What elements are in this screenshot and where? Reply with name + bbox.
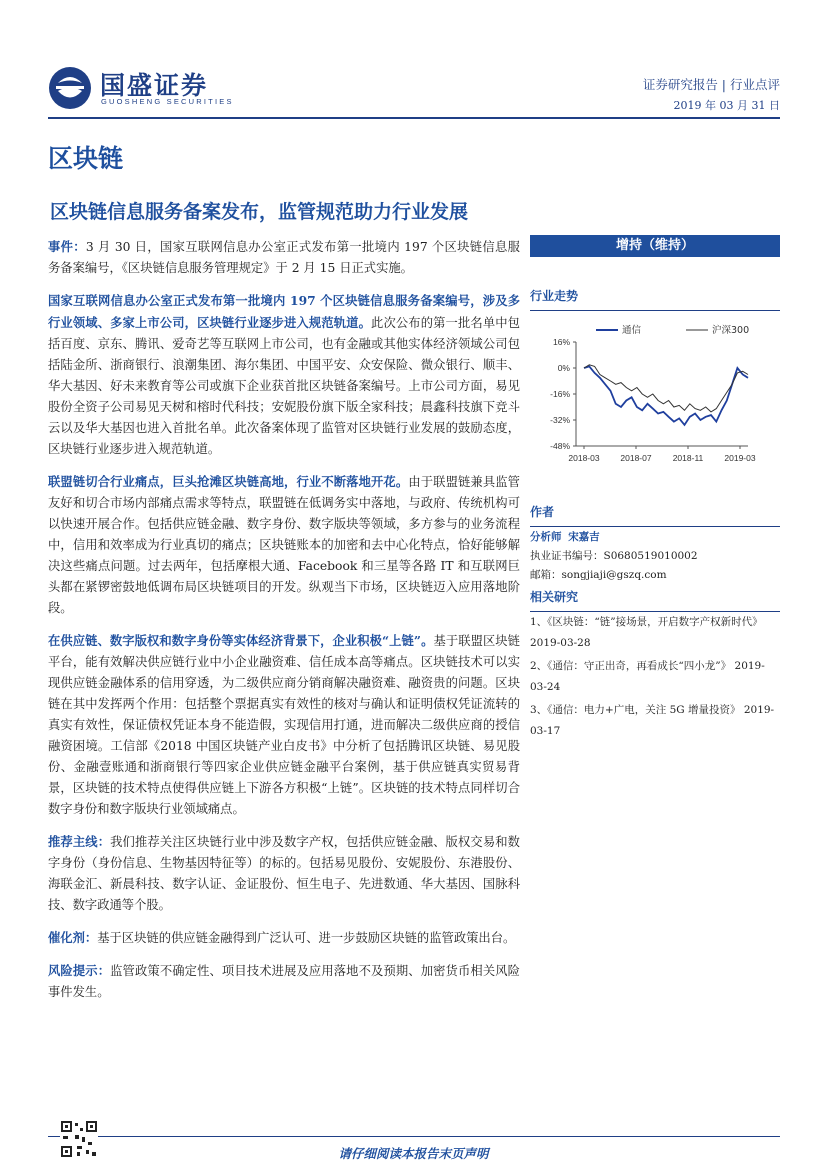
header-divider: [48, 117, 780, 119]
author-block: [530, 528, 780, 585]
related-item[interactable]: [530, 656, 780, 698]
para-keyword: 事件：: [48, 239, 86, 254]
guosheng-logo-icon: [48, 66, 92, 110]
paragraph-recommendation: [48, 831, 520, 916]
y-tick-label: -48%: [550, 441, 570, 451]
para-keyword: 在供应链、数字版权和数字身份等实体经济背景下，企业积极“上链”。: [48, 633, 434, 648]
footer-divider: [48, 1136, 780, 1137]
x-tick-label: 2018-11: [672, 453, 704, 463]
paragraph-consortium: [48, 471, 520, 619]
related-item-date: 2019-03-17: [530, 704, 775, 737]
para-text: 基于联盟区块链平台，能有效解决供应链行业中小企业融资难、信任成本高等痛点。区块链技术可以实现供应链金融体系的信用穿透，为二级供应商分销商解决融资难、融资贵的问题。区块链在其中发挥两个作用：包括整个票据真实有效性的核对与确认和证明债权凭证流转的真实有效性，保证债权凭证本身不能造假，实现信用打通，进而解决二级供应商的授信融资困境。工信部《2018 中国区块链产业白皮书》中分析了包括腾讯区块链、易见股份、金融壹账通和浙商银行等四家企业供应链金融平台案例，基于供应链真实贸易背景，区块链的技术特点使得供应链上下游各方积极“上链”。区块链的技术特点同样切合数字身份和数字版块行业领域痛点。: [48, 634, 520, 816]
trend-title: 行业走势: [530, 287, 780, 311]
para-keyword: 推荐主线：: [48, 834, 111, 849]
para-keyword: 催化剂：: [48, 930, 98, 945]
report-date: 2019 年 03 月 31 日: [673, 99, 780, 112]
logo-text: 国盛证券: [100, 71, 209, 100]
related-item-title: 2、《通信：守正出奇，再看成长“四小龙”》: [530, 660, 732, 672]
author-title: 作者: [530, 503, 780, 527]
y-tick-label: 0%: [557, 363, 570, 373]
para-keyword: 联盟链切合行业痛点，巨头抢滩区块链高地，行业不断落地开花。: [48, 474, 409, 489]
related-item-title: 1、《区块链：“链”接场景，开启数字产权新时代》: [530, 616, 763, 628]
main-body: [48, 236, 520, 1014]
sector-title: 区块链: [48, 144, 124, 173]
headline: 区块链信息服务备案发布，监管规范助力行业发展: [50, 201, 469, 223]
paragraph-risk: [48, 960, 520, 1003]
email: 邮箱：songjiaji@gszq.com: [530, 569, 667, 581]
para-keyword: 国家互联网信息办公室正式发布第一批境内 197 个区块链信息服务备案编号，涉及多行业领域、多家上市公司，区块链行业逐步进入规范轨道。: [48, 293, 520, 330]
related-list: [530, 612, 780, 742]
related-item-title: 3、《通信：电力+广电，关注 5G 增量投资》: [530, 704, 741, 716]
x-tick-label: 2018-03: [568, 453, 600, 463]
report-type: 证券研究报告 | 行业点评: [642, 77, 780, 92]
x-tick-label: 2018-07: [620, 453, 652, 463]
y-tick-label: -32%: [550, 415, 570, 425]
legend-label: 通信: [622, 325, 642, 336]
cert-number: 执业证书编号：S0680519010002: [530, 550, 698, 562]
related-title: 相关研究: [530, 588, 780, 612]
rating-badge: 增持（维持）: [530, 235, 780, 257]
para-text: 我们推荐关注区块链行业中涉及数字产权，包括供应链金融、版权交易和数字身份（身份信息、生物基因特征等）的标的。包括易见股份、安妮股份、东港股份、海联金汇、新晨科技、数字认证、金证股份、恒生电子、先进数通、华大基因、国脉科技、数字政通等个股。: [48, 835, 520, 912]
para-text: 基于区块链的供应链金融得到广泛认可、进一步鼓励区块链的监管政策出台。: [97, 931, 516, 945]
analyst-row: [530, 528, 780, 547]
trend-chart: [530, 318, 780, 470]
para-text: 监管政策不确定性、项目技术进展及应用落地不及预期、加密货币相关风险事件发生。: [48, 964, 520, 999]
logo-english: GUOSHENG SECURITIES: [101, 97, 234, 106]
para-text: 3 月 30 日，国家互联网信息办公室正式发布第一批境内 197 个区块链信息服务备案编号，《区块链信息服务管理规定》于 2 月 15 日正式实施。: [48, 240, 520, 275]
para-text: 此次公布的第一批名单中包括百度、京东、腾讯、爱奇艺等互联网上市公司，也有金融或其他实体经济领域公司包括陆金所、浙商银行、浪潮集团、海尔集团、中国平安、众安保险、微众银行、顺丰、华大基因、好未来教育等公司或旗下企业获首批区块链备案编号。上市公司方面，易见股份全资子公司易见天树和榕时代科技；安妮股份旗下版全家科技；晨鑫科技旗下竞斗云以及华大基因也进入首批名单。此次备案体现了监管对区块链行业发展的鼓励态度，区块链行业逐步进入规范轨道。: [48, 316, 520, 456]
y-tick-label: -16%: [550, 389, 570, 399]
para-keyword: 风险提示：: [48, 963, 111, 978]
paragraph-filing: [48, 290, 520, 460]
related-item-date: 2019-03-28: [530, 637, 591, 649]
series-line-telecom: [584, 366, 748, 425]
analyst-label: 分析师: [530, 531, 562, 543]
x-tick-label: 2019-03: [724, 453, 756, 463]
legend-label: 沪深300: [712, 325, 750, 336]
related-item[interactable]: [530, 700, 780, 742]
para-text: 由于联盟链兼具监管友好和切合市场内部痛点需求等特点，联盟链在低调务实中落地，与政府、传统机构可以快速开展合作。包括供应链金融、数字身份、数字版块等领域，多方参与的业务流程中，信用和效率成为行业真切的痛点；区块链账本的加密和去中心化特点，恰好能够解决这些痛点问题。过去两年，包括摩根大通、Facebook 和三星等各路 IT 和互联网巨头都在紧锣密鼓地低调布局区块链项目的开发。纵观当下市场，区块链迈入应用落地阶段。: [48, 475, 520, 615]
y-tick-label: 16%: [552, 337, 570, 347]
footer-disclaimer: 请仔细阅读本报告末页声明: [338, 1146, 489, 1161]
paragraph-supply-chain: [48, 630, 520, 820]
paragraph-catalyst: [48, 927, 520, 949]
related-item[interactable]: [530, 612, 780, 654]
related-item-date: 2019-03-24: [530, 660, 765, 693]
paragraph-event: [48, 236, 520, 279]
analyst-name: 宋嘉吉: [568, 531, 600, 543]
